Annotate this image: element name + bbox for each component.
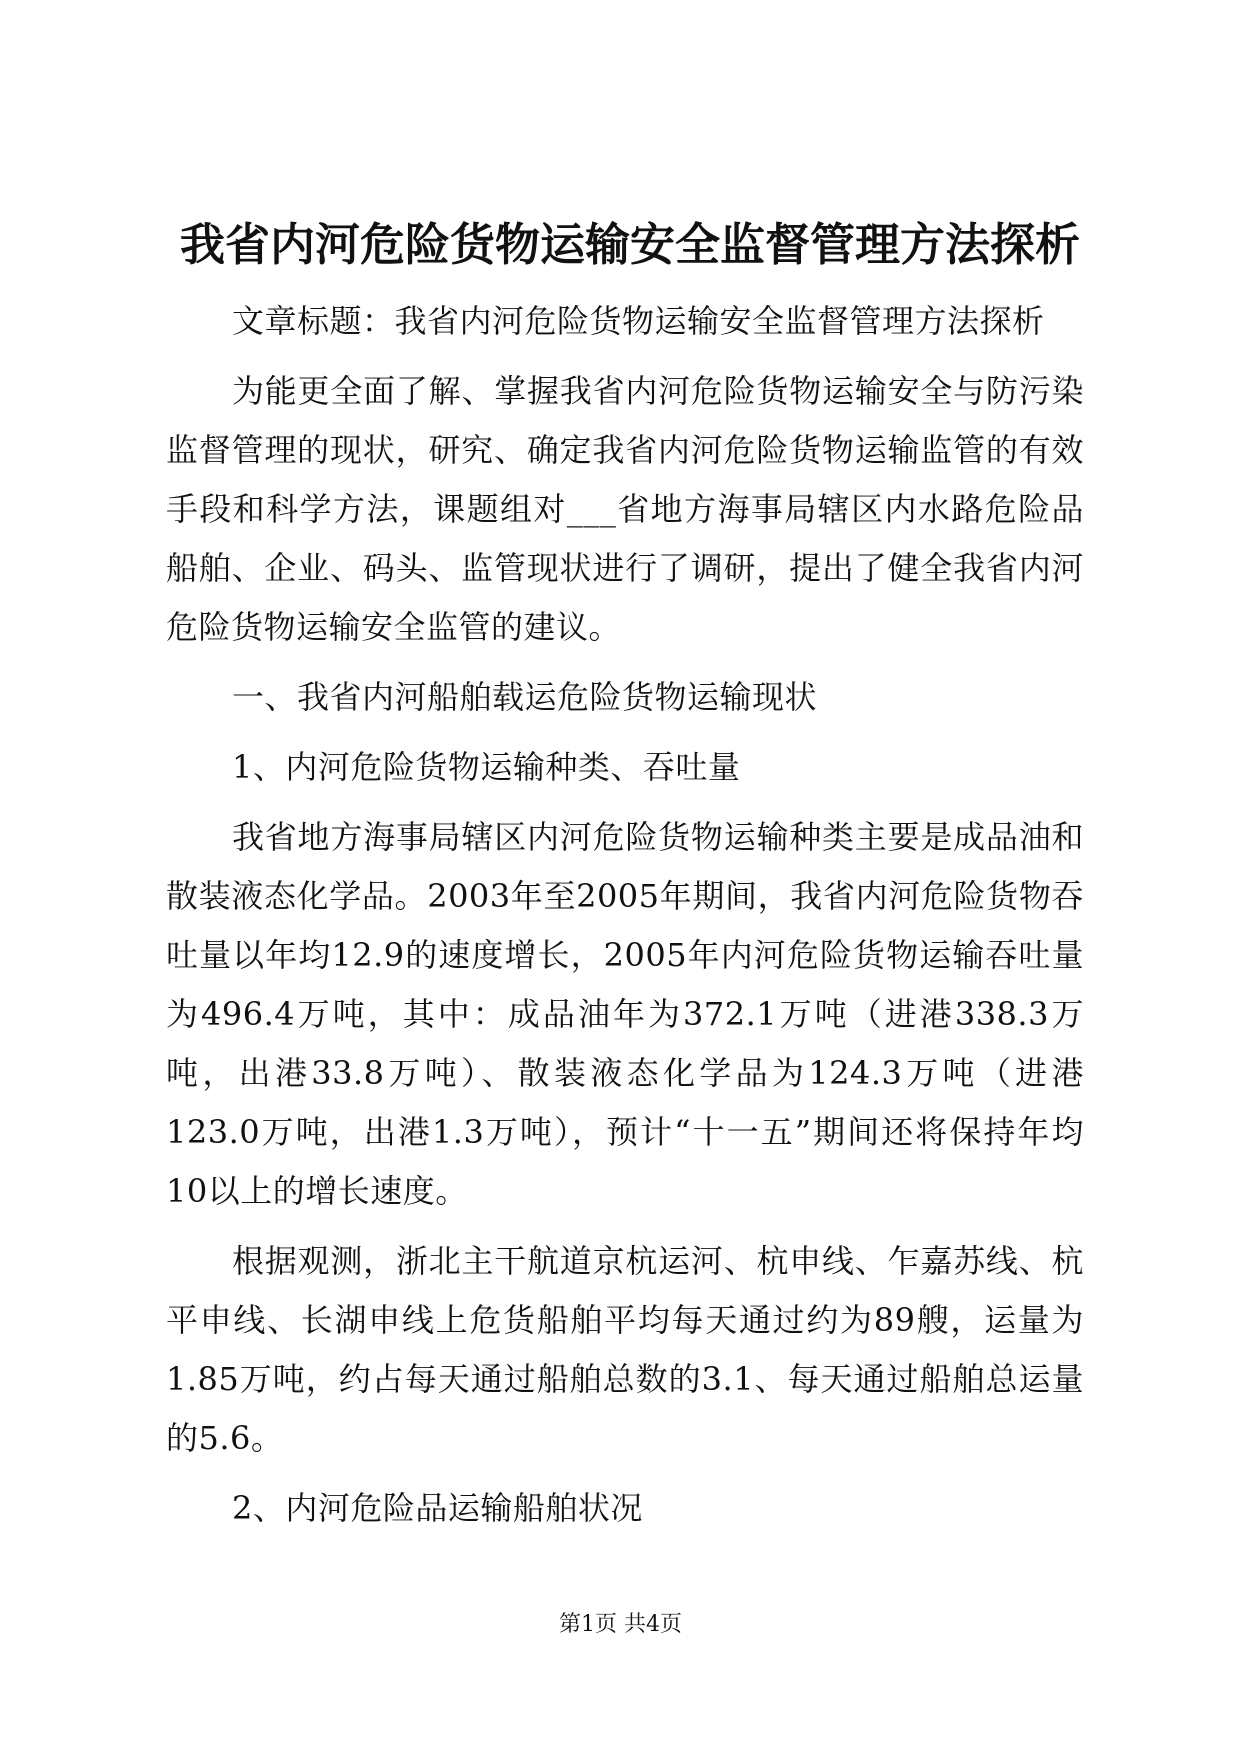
section-heading-1: 一、我省内河船舶载运危险货物运输现状 bbox=[232, 678, 818, 716]
document-body bbox=[166, 292, 1084, 1549]
page-number-footer: 第1页 共4页 bbox=[559, 1612, 682, 1637]
subsection-heading-1: 1、内河危险货物运输种类、吞吐量 bbox=[232, 748, 741, 786]
document-title: 我省内河危险货物运输安全监督管理方法探析 bbox=[179, 218, 1080, 271]
paragraph-article-title: 文章标题：我省内河危险货物运输安全监督管理方法探析 bbox=[232, 302, 1045, 340]
paragraph-observation: 根据观测，浙北主干航道京杭运河、杭申线、乍嘉苏线、杭平申线、长湖申线上危货船舶平均每天通过约为89艘，运量为1.85万吨，约占每天通过船舶总数的3.1、每天通过船舶总运量的5.6。 bbox=[166, 1242, 1084, 1457]
paragraph-intro: 为能更全面了解、掌握我省内河危险货物运输安全与防污染监督管理的现状，研究、确定我省内河危险货物运输监管的有效手段和科学方法，课题组对___省地方海事局辖区内水路危险品船舶、企业、码头、监管现状进行了调研，提出了健全我省内河危险货物运输安全监管的建议。 bbox=[166, 372, 1084, 646]
subsection-heading-2: 2、内河危险品运输船舶状况 bbox=[232, 1489, 643, 1527]
paragraph-throughput: 我省地方海事局辖区内河危险货物运输种类主要是成品油和散装液态化学品。2003年至2005年期间，我省内河危险货物吞吐量以年均12.9的速度增长，2005年内河危险货物运输吞吐量为496.4万吨，其中：成品油年为372.1万吨（进港338.3万吨，出港33.8万吨）、散装液态化学品为124.3万吨（进港123.0万吨，出港1.3万吨），预计“十一五”期间还将保持年均10以上的增长速度。 bbox=[166, 818, 1084, 1210]
